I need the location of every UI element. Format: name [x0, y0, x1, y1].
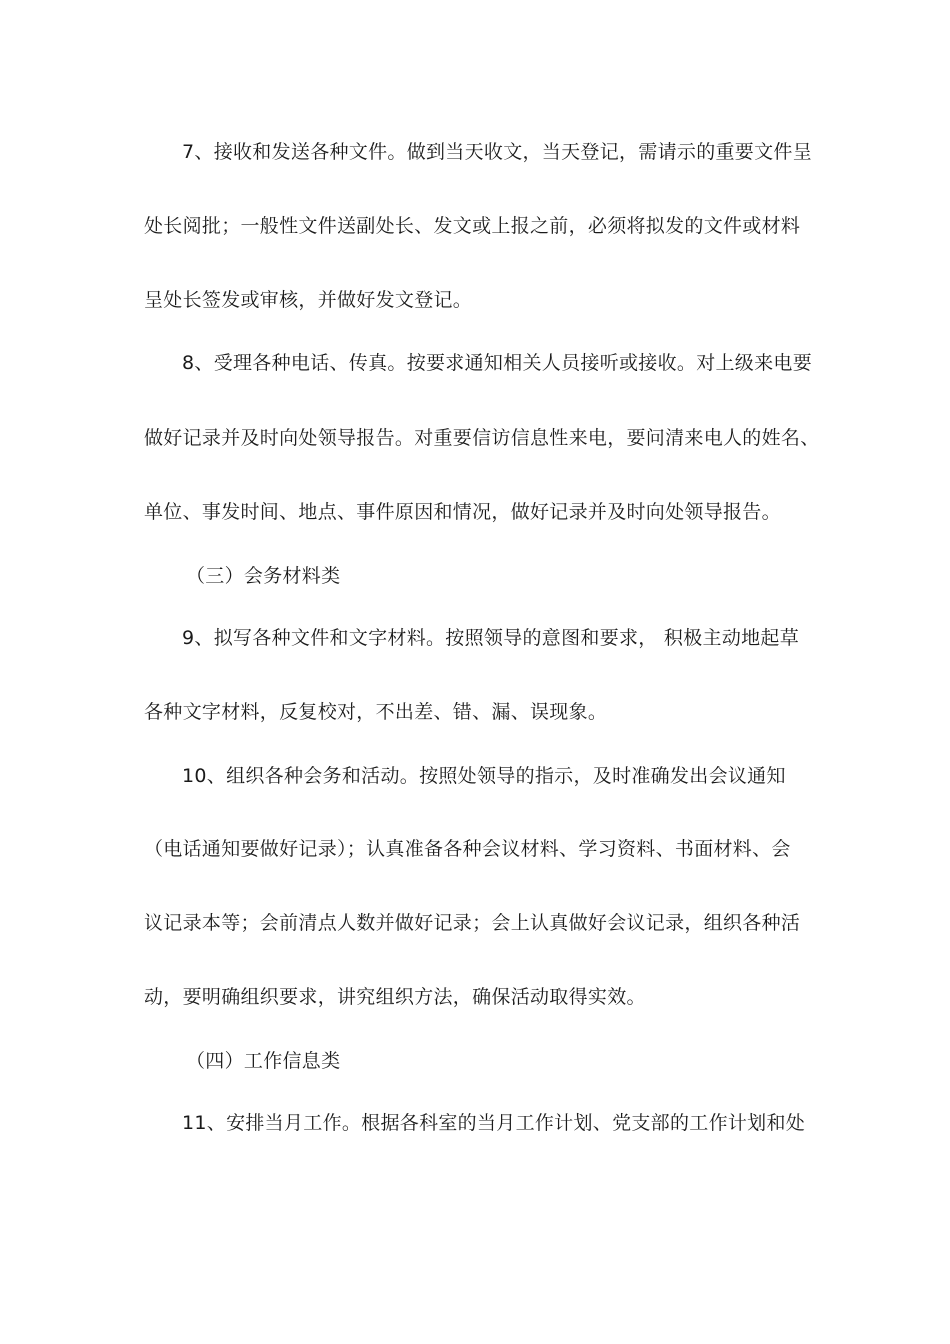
item-10-line-2: （电话通知要做好记录）；认真准备各种会议材料、学习资料、书面材料、会: [144, 838, 791, 860]
section-heading-work-information: （四）工作信息类: [186, 1050, 341, 1072]
item-10-line-4: 动，要明确组织要求，讲究组织方法，确保活动取得实效。: [144, 986, 646, 1008]
item-9-line-1: 9、拟写各种文件和文字材料。按照领导的意图和要求， 积极主动地起草: [182, 627, 800, 649]
item-10-line-1: 10、组织各种会务和活动。按照处领导的指示，及时准确发出会议通知: [182, 765, 786, 787]
item-7-line-3: 呈处长签发或审核，并做好发文登记。: [144, 289, 473, 311]
item-9-line-2: 各种文字材料，反复校对，不出差、错、漏、误现象。: [144, 701, 608, 723]
item-7-line-2: 处长阅批；一般性文件送副处长、发文或上报之前，必须将拟发的文件或材料: [144, 215, 801, 237]
item-11-line-1: 11、安排当月工作。根据各科室的当月工作计划、党支部的工作计划和处: [182, 1112, 806, 1134]
item-8-line-2: 做好记录并及时向处领导报告。对重要信访信息性来电，要问清来电人的姓名、: [144, 427, 820, 449]
item-8-line-3: 单位、事发时间、地点、事件原因和情况，做好记录并及时向处领导报告。: [144, 501, 781, 523]
section-heading-meeting-materials: （三）会务材料类: [186, 565, 341, 587]
item-10-line-3: 议记录本等；会前清点人数并做好记录；会上认真做好会议记录，组织各种活: [144, 912, 801, 934]
item-8-line-1: 8、受理各种电话、传真。按要求通知相关人员接听或接收。对上级来电要: [182, 352, 812, 374]
item-7-line-1: 7、接收和发送各种文件。做到当天收文，当天登记，需请示的重要文件呈: [182, 141, 812, 163]
